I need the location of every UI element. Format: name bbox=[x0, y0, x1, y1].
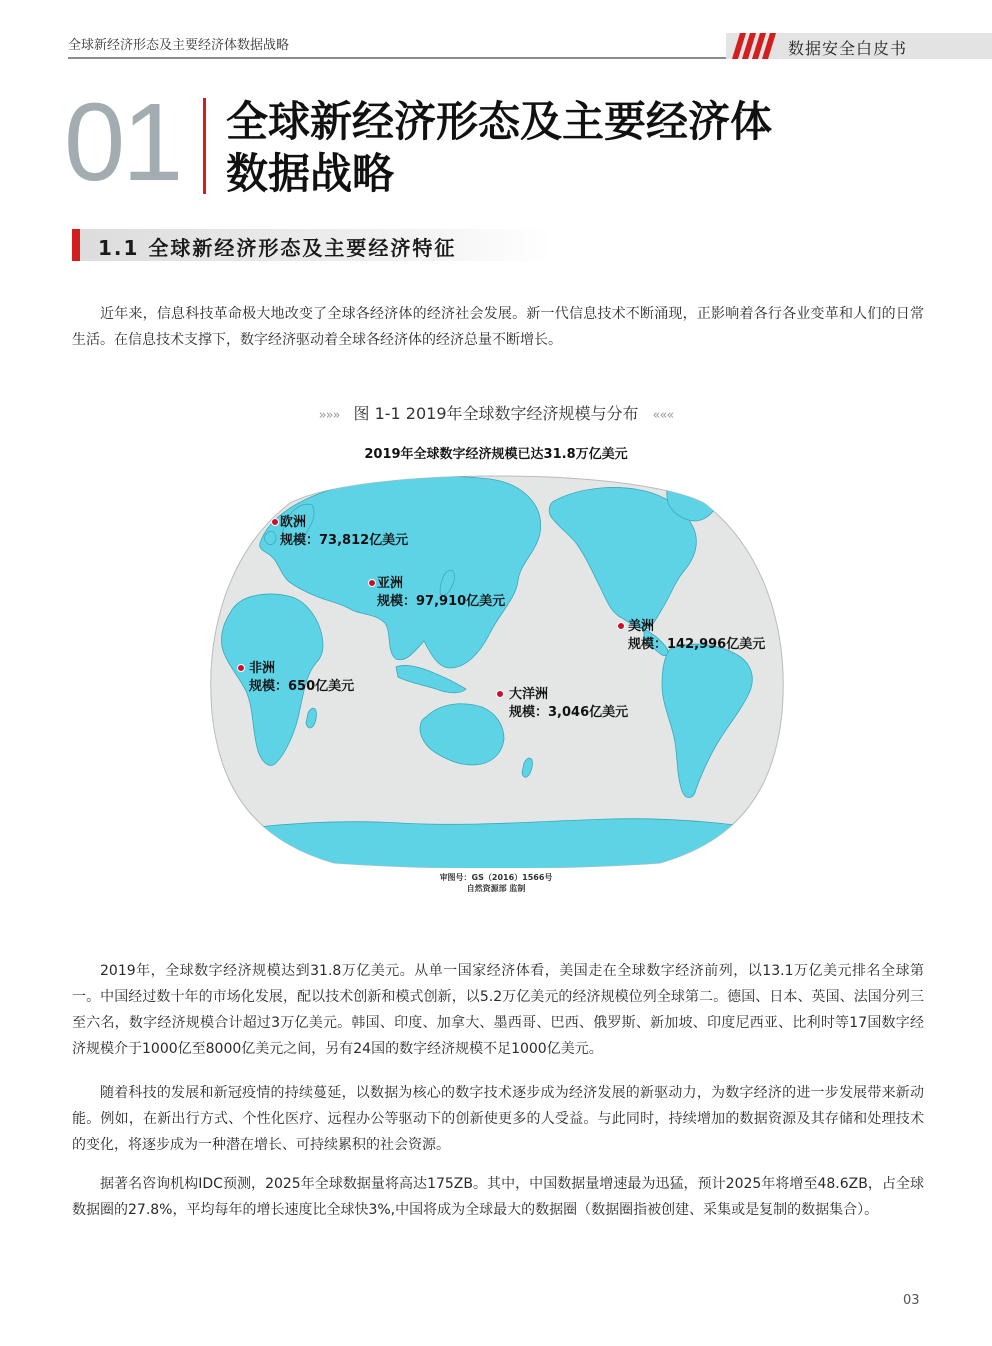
section-heading bbox=[72, 229, 552, 261]
chapter-title-line1: 全球新经济形态及主要经济体 bbox=[226, 97, 773, 146]
header-tab bbox=[726, 33, 992, 59]
header-stripes-icon bbox=[726, 33, 782, 59]
antarctica-shape bbox=[200, 819, 794, 868]
chapter-title bbox=[226, 96, 926, 200]
region-name-americas: 美洲 bbox=[628, 619, 655, 634]
region-name-europe: 欧洲 bbox=[280, 515, 307, 530]
region-label-oceania bbox=[509, 686, 628, 722]
region-name-africa: 非洲 bbox=[249, 661, 276, 676]
map-supervisor: 自然资源部 监制 bbox=[466, 884, 526, 893]
marker-asia bbox=[369, 580, 376, 587]
region-value-europe: 规模：73,812亿美元 bbox=[280, 533, 409, 548]
chapter-divider bbox=[203, 98, 206, 194]
region-label-americas bbox=[628, 618, 765, 654]
caption-arrows-left-icon: ««« bbox=[652, 408, 674, 423]
region-value-americas: 规模：142,996亿美元 bbox=[628, 637, 766, 652]
region-label-europe bbox=[280, 514, 408, 550]
map-approval-number: 审图号：GS（2016）1566号 bbox=[439, 873, 553, 882]
region-value-oceania: 规模：3,046亿美元 bbox=[509, 705, 629, 720]
map-approval-note bbox=[0, 872, 992, 894]
map-title: 2019年全球数字经济规模已达31.8万亿美元 bbox=[364, 447, 628, 462]
marker-americas bbox=[618, 623, 625, 630]
figure-caption bbox=[0, 401, 992, 424]
paragraph-new-drivers: 随着科技的发展和新冠疫情的持续蔓延，以数据为核心的数字技术逐步成为经济发展的新驱动力，为数字经济的进一步发展带来新动能。例如，在新出行方式、个性化医疗、远程办公等驱动下的创新使更多的人受益。与此同时，持续增加的数据资源及其存储和处理技术的变化，将逐步成为一种潜在增长、可持续累积的社会资源。 bbox=[72, 1085, 924, 1153]
paragraph-idc-forecast: 据著名咨询机构IDC预测，2025年全球数据量将高达175ZB。其中，中国数据量增速最为迅猛，预计2025年将增至48.6ZB，占全球数据圈的27.8%，平均每年的增长速度比全球快3%,中国将成为全球最大的数据圈（数据圈指被创建、采集或是复制的数据集合）。 bbox=[72, 1176, 924, 1218]
page-header bbox=[0, 0, 992, 60]
region-value-africa: 规模：650亿美元 bbox=[249, 679, 355, 694]
page-number: 03 bbox=[903, 1293, 920, 1308]
chapter-number: 01 bbox=[64, 81, 181, 204]
marker-europe bbox=[272, 519, 279, 526]
paragraph-intro: 近年来，信息科技革命极大地改变了全球各经济体的经济社会发展。新一代信息技术不断涌现，正影响着各行各业变革和人们的日常生活。在信息技术支撑下，数字经济驱动着全球各经济体的经济总量不断增长。 bbox=[72, 306, 924, 348]
region-name-oceania: 大洋洲 bbox=[509, 687, 549, 702]
region-label-asia bbox=[377, 575, 505, 611]
header-book-title: 数据安全白皮书 bbox=[788, 39, 908, 58]
header-chapter-title: 全球新经济形态及主要经济体数据战略 bbox=[68, 38, 290, 53]
caption-arrows-right-icon: »»» bbox=[318, 408, 340, 423]
chapter-title-line2: 数据战略 bbox=[226, 149, 395, 198]
marker-oceania bbox=[497, 691, 504, 698]
section-accent-bar bbox=[72, 229, 80, 261]
region-name-asia: 亚洲 bbox=[377, 576, 404, 591]
paragraph-2019-scale: 2019年，全球数字经济规模达到31.8万亿美元。从单一国家经济体看，美国走在全球数字经济前列，以13.1万亿美元排名全球第一。中国经过数十年的市场化发展，配以技术创新和模式创新，以5.2万亿美元的经济规模位列全球第二。德国、日本、英国、法国分列三至六名，数字经济规模合计超过3万亿美元。韩国、印度、加拿大、墨西哥、巴西、俄罗斯、新加坡、印度尼西亚、比利时等17国数字经济规模介于1000亿至8000亿美元之间，另有24国的数字经济规模不足1000亿美元。 bbox=[72, 963, 924, 1057]
section-title: 1.1 全球新经济形态及主要经济特征 bbox=[98, 236, 457, 260]
region-label-africa bbox=[249, 660, 354, 696]
world-map bbox=[200, 463, 794, 868]
figure-caption-text: 图 1-1 2019年全球数字经济规模与分布 bbox=[353, 404, 639, 423]
marker-africa bbox=[238, 665, 245, 672]
region-value-asia: 规模：97,910亿美元 bbox=[377, 594, 506, 609]
